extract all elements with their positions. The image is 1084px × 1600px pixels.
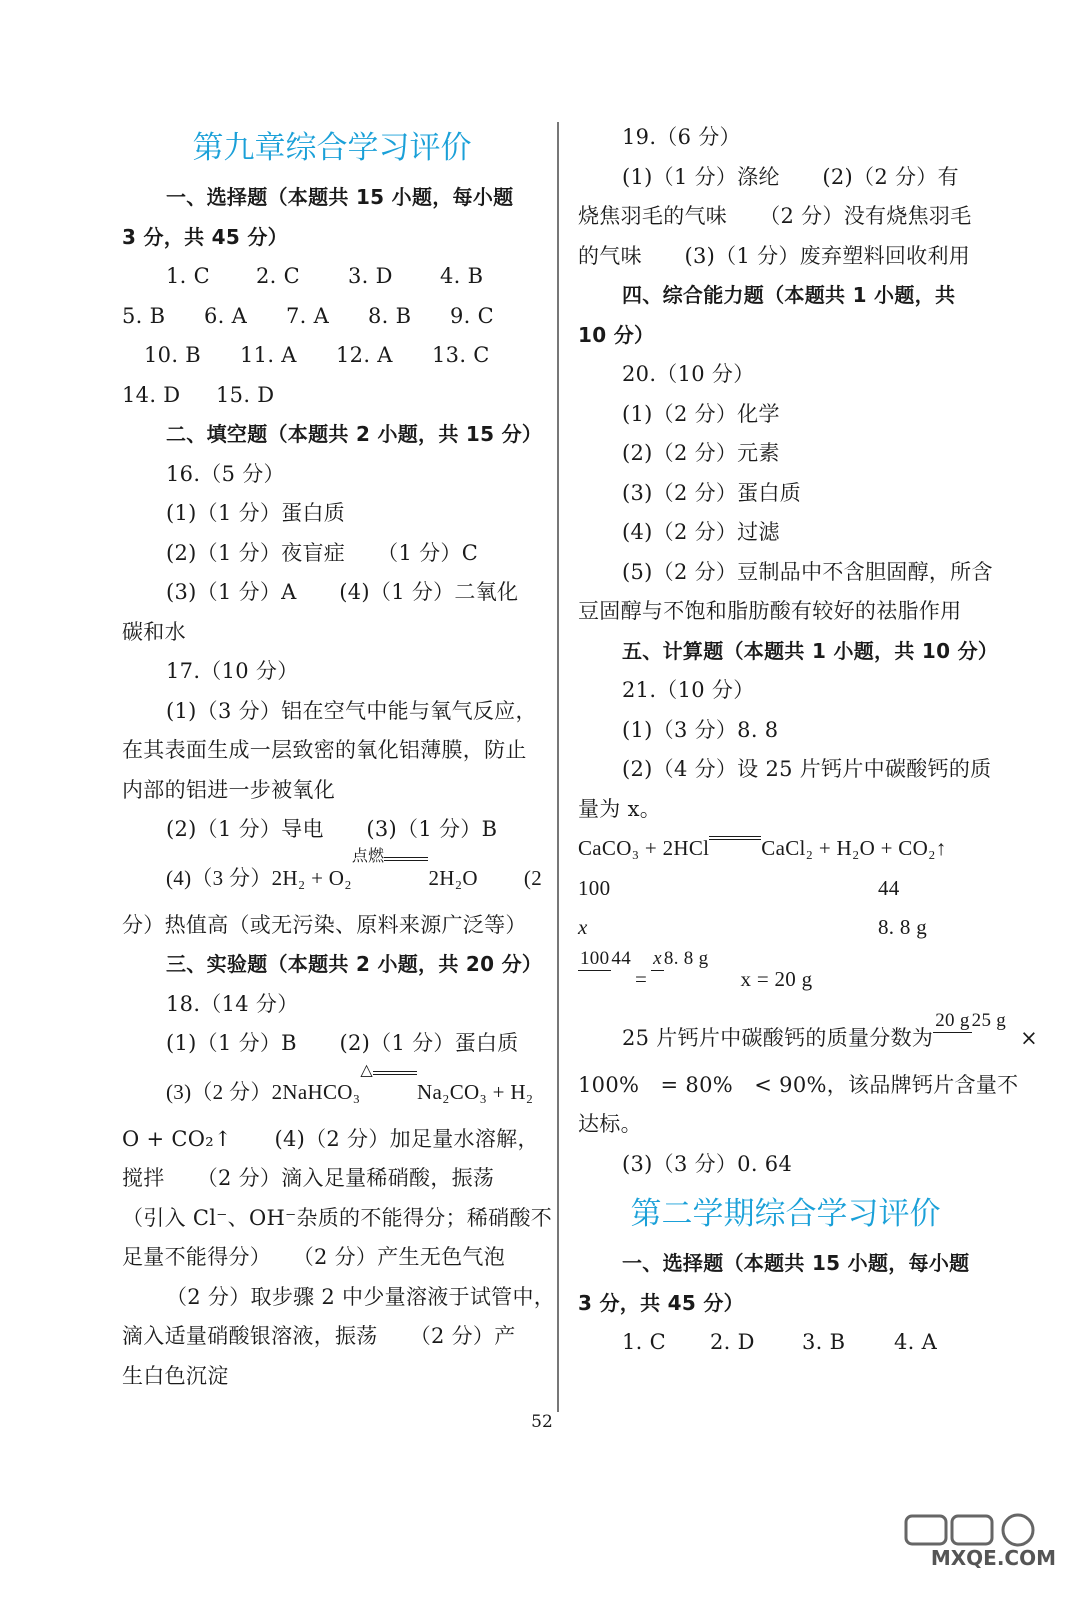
answer-row (578, 1323, 993, 1363)
answer-line: (2)（2 分）元素 (622, 441, 780, 465)
answer-row (122, 257, 542, 297)
answer-line: (1)（2 分）化学 (622, 401, 780, 426)
answer-line: 在其表面生成一层致密的氧化铝薄膜，防止 (122, 738, 527, 762)
section-heading: 一、选择题（本题共 15 小题，每小题 (166, 185, 514, 209)
question-number: 21.（10 分） (622, 678, 755, 702)
answer: 11. A (240, 343, 297, 367)
answer: 10. B (144, 343, 202, 367)
fraction (933, 1010, 1006, 1066)
times-sign: × (1020, 1025, 1039, 1050)
answer: 2. C (256, 264, 300, 288)
denominator: 8. 8 g (663, 947, 709, 969)
chapter-title: 第二学期综合学习评价 (630, 1196, 941, 1232)
answer-line: 量为 x。 (578, 796, 662, 821)
molar-mass: 44 (878, 875, 900, 900)
mass-row (578, 908, 993, 948)
left-column (122, 118, 556, 1396)
fraction (578, 948, 631, 1010)
answer-line: (1)（1 分）涤纶 (2)（2 分）有 (622, 164, 959, 189)
answer-line: 碳和水 (122, 619, 186, 644)
mass-row (578, 869, 993, 909)
answer: 5. B (122, 303, 166, 328)
column-divider (557, 122, 559, 1412)
question-number: 18.（14 分） (166, 991, 299, 1016)
answer-line: (3)（2 分）蛋白质 (622, 480, 802, 505)
answer-text: (2 (523, 865, 542, 890)
page-number: 52 (531, 1412, 553, 1432)
section-heading-cont: 3 分，共 45 分） (122, 224, 288, 249)
watermark (886, 1510, 1056, 1570)
answer-line: 豆固醇与不饱和脂肪酸有较好的祛脂作用 (578, 599, 962, 623)
answer: 15. D (216, 382, 275, 407)
equation-reactants: (4)（3 分）2H₂ + O₂ (166, 865, 352, 890)
answer: 13. C (432, 343, 490, 367)
answer-line: (3)（1 分）A (4)（1 分）二氧化 (166, 580, 519, 604)
denominator: 44 (611, 947, 632, 969)
chapter-title: 第九章综合学习评价 (192, 130, 472, 166)
numerator: 100 (580, 947, 610, 969)
question-number: 16.（5 分） (166, 461, 285, 486)
answer-line: (3)（3 分）0. 64 (622, 1151, 793, 1176)
answer-line: (2)（4 分）设 25 片钙片中碳酸钙的质 (622, 757, 992, 781)
reaction-arrow (360, 1061, 417, 1120)
question-number: 20.（10 分） (622, 362, 755, 386)
section-heading: 四、综合能力题（本题共 1 小题，共 (622, 283, 956, 307)
answer: 12. A (336, 343, 393, 367)
watermark-logo-icon (886, 1510, 1056, 1550)
answer-row (122, 376, 542, 416)
percentage-line (578, 1009, 1039, 1066)
answer-row (122, 336, 542, 376)
equation-products: 2H₂O (428, 865, 478, 890)
answer-line: 达标。 (578, 1112, 642, 1136)
answer-line: (2)（1 分）导电 (3)（1 分）B (166, 817, 498, 841)
watermark-text: MXQE.COM (930, 1546, 1056, 1570)
answer: 4. A (894, 1330, 938, 1354)
question-number: 17.（10 分） (166, 659, 299, 683)
answer-row (122, 297, 542, 337)
section-heading: 三、实验题（本题共 2 小题，共 20 分） (166, 952, 543, 976)
answer-line: 烧焦羽毛的气味 （2 分）没有烧焦羽毛 (578, 204, 972, 228)
question-number: 19.（6 分） (622, 125, 741, 149)
reaction-arrow (709, 829, 761, 869)
answer-line: (4)（2 分）过滤 (622, 520, 780, 544)
answer-line: （引入 Cl⁻、OH⁻杂质的不能得分；稀硝酸不 (122, 1205, 553, 1230)
answer: 2. D (710, 1330, 755, 1354)
answer: 4. B (440, 264, 484, 288)
reaction-condition: △ (360, 1061, 373, 1079)
molar-mass: 100 (578, 875, 611, 900)
proportion-line (578, 948, 993, 1010)
answer: 9. C (450, 303, 494, 328)
equals-sign: = (635, 966, 648, 991)
numerator: x (653, 947, 662, 969)
answer-line: (5)（2 分）豆制品中不含胆固醇，所含 (622, 559, 993, 584)
answer-line: 100% = 80% < 90%，该品牌钙片含量不 (578, 1072, 1019, 1097)
answer-line: (1)（1 分）B (2)（1 分）蛋白质 (166, 1031, 519, 1055)
answer: 1. C (166, 264, 210, 288)
answer: 1. C (622, 1330, 666, 1354)
answer: 6. A (204, 303, 248, 328)
section-heading-cont: 10 分） (578, 322, 655, 347)
answer-line: (1)（3 分）8. 8 (622, 717, 779, 742)
answer-line: (1)（3 分）铝在空气中能与氧气反应， (166, 698, 537, 723)
variable: x (578, 915, 588, 939)
fraction (651, 948, 708, 1010)
answer-line: 滴入适量硝酸银溶液，振荡 （2 分）产 (122, 1324, 516, 1348)
right-column (578, 118, 1039, 1363)
section-heading: 一、选择题（本题共 15 小题，每小题 (622, 1251, 970, 1275)
answer-line: 的气味 (3)（1 分）废弃塑料回收利用 (578, 243, 971, 268)
answer: 14. D (122, 382, 181, 407)
answer-line: （2 分）取步骤 2 中少量溶液于试管中， (166, 1284, 556, 1309)
answer-text: 25 片钙片中碳酸钙的质量分数为 (622, 1025, 934, 1050)
reaction-condition: 点燃 (351, 847, 385, 865)
answer: 3. D (348, 264, 393, 288)
equation-line (122, 847, 542, 906)
equation-line (122, 1061, 542, 1120)
answer-line: (1)（1 分）蛋白质 (166, 501, 346, 525)
equation-products: Na₂CO₃ + H₂ (417, 1079, 534, 1104)
answer-line: 生白色沉淀 (122, 1363, 229, 1388)
equation-line (578, 829, 993, 869)
answer-line: O + CO₂↑ (4)（2 分）加足量水溶解， (122, 1126, 539, 1151)
answer: 7. A (286, 303, 330, 328)
numerator: 20 g (935, 1009, 970, 1031)
result: x = 20 g (740, 966, 813, 991)
answer: 8. B (368, 303, 412, 328)
answer-line: 足量不能得分） （2 分）产生无色气泡 (122, 1245, 506, 1269)
denominator: 25 g (971, 1009, 1007, 1031)
section-heading: 二、填空题（本题共 2 小题，共 15 分） (166, 422, 543, 446)
reaction-arrow (351, 847, 429, 906)
answer-line: 分）热值高（或无污染、原料来源广泛等） (122, 912, 527, 937)
equation-reactants: CaCO₃ + 2HCl (578, 836, 710, 860)
section-heading: 五、计算题（本题共 1 小题，共 10 分） (622, 638, 999, 663)
answer-line: (2)（1 分）夜盲症 （1 分）C (166, 540, 479, 565)
answer: 3. B (802, 1330, 846, 1354)
mass-value: 8. 8 g (878, 915, 928, 939)
answer-line: 搅拌 （2 分）滴入足量稀硝酸，振荡 (122, 1166, 495, 1190)
answer-line: 内部的铝进一步被氧化 (122, 777, 335, 802)
section-heading-cont: 3 分，共 45 分） (578, 1290, 744, 1315)
equation-products: CaCl₂ + H₂O + CO₂↑ (761, 836, 947, 860)
equation-reactants: (3)（2 分）2NaHCO₃ (166, 1079, 361, 1104)
